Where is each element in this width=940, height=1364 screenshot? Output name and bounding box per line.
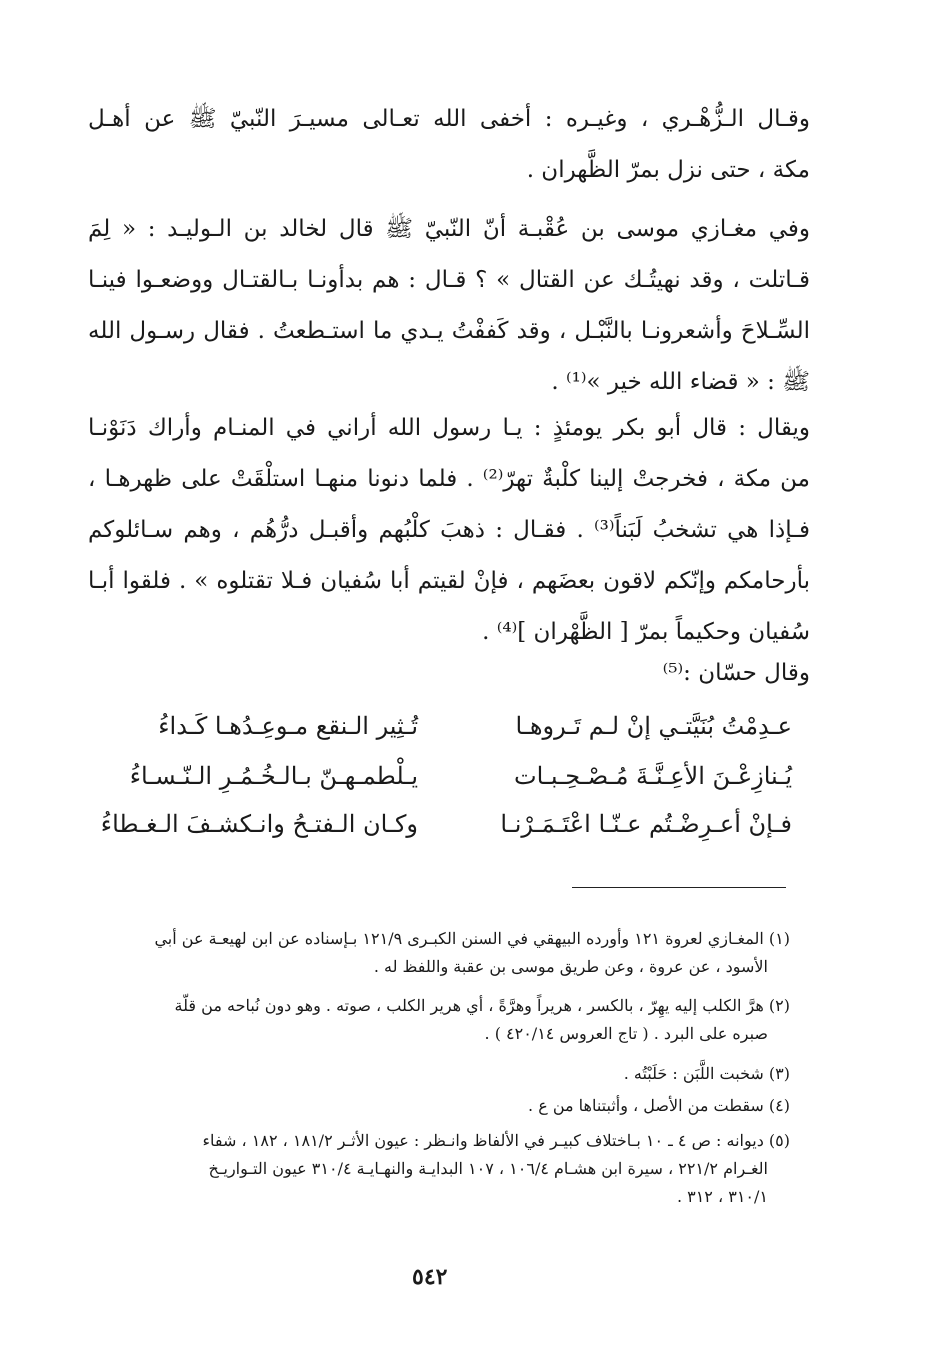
verse-second-hemistich: تُـثِير الـنقع مـوعِـدُهـا كَـداءُ <box>158 712 418 740</box>
footnote-separator <box>572 887 786 888</box>
text-line: فـإذا هي تشخبُ لَبَناً⁽³⁾ . فقـال : ذهبَ كلْبُهم وأقبـل درُّهُم ، وهم سـائلوكم <box>88 517 810 543</box>
text-line: وقال حسّان :⁽⁵⁾ <box>662 660 810 686</box>
footnote-2 <box>175 992 790 1048</box>
footnote-line: (١) المغـازي لعروة ١٢١ وأورده البيهقي في السنن الكبـرى ١٢١/٩ بـإسناده عن ابن لهيعـة عن أبي <box>154 929 790 948</box>
paragraph-zuhri <box>88 94 810 196</box>
text-line: وقـال الـزُّهْـري ، وغيـره : أخفى الله تعـالى مسيـرَ النّبيّ ﷺ عن أهـل <box>88 106 810 132</box>
footnote-line: (٤) سقطت من الأصل ، وأثبتناها من ع . <box>528 1096 790 1115</box>
text-line: ويقال : قال أبو بكر يومئذٍ : يـا رسول الله أراني في المنـام وأراك دَنَوْنـا <box>88 415 810 441</box>
text-line: مكة ، حتى نزل بمرّ الظَّهران . <box>526 157 810 183</box>
footnote-line: صبره على البرد . ( تاج العروس ٤٢٠/١٤ ) . <box>484 1024 768 1043</box>
footnote-line: ٣١٠/١ ، ٣١٢ . <box>676 1187 768 1206</box>
page-number: ٥٤٢ <box>412 1264 448 1290</box>
footnote-3 <box>624 1060 790 1088</box>
text-line: وفي مغـازي موسى بن عُقْبـة أنّ النّبيّ ﷺ قال لخالد بن الـوليـد : « لِمَ <box>88 216 810 242</box>
verse-second-hemistich: يـلْطمـهـنّ بـالـخُـمُـرِ الـنّـسـاءُ <box>129 762 418 790</box>
paragraph-abu-bakr <box>88 403 810 658</box>
verse-first-hemistich: فـإنْ أعـرِضْـتُم عـنّـا اعْتَـمَـرْنـا <box>500 810 792 838</box>
footnote-1 <box>154 925 790 981</box>
footnote-line: (٣) شخبت اللَّبَن : حَلَبْتُه . <box>623 1064 790 1083</box>
footnote-line: الأسود ، عن عروة ، وعن طريق موسى بن عقبة واللفظ له . <box>373 957 768 976</box>
verse-first-hemistich: عـدِمْتُ بُنَيَّتـي إنْ لـم تَـروهـا <box>515 712 792 740</box>
footnote-line: الغـرام ٢٢١/٢ ، سيرة ابن هشـام ١٠٦/٤ ، ١٠٧ البدايـة والنهـايـة ٣١٠/٤ عيون التـواريـخ <box>208 1159 768 1178</box>
text-line: ﷺ : « قضاء الله خير »⁽¹⁾ . <box>551 369 810 395</box>
text-line: السِّـلاحَ وأشعرونـا بالنَّبْـل ، وقد كَففْتُ يـدي ما استـطعتُ . فقال رسـول الله <box>88 318 810 344</box>
text-line: من مكة ، فخرجتْ إلينا كلْبةٌ تهرّ⁽²⁾ . فلما دنونا منهـا استلْقَتْ على ظهرهـا ، <box>88 466 810 492</box>
text-line: بأرحامكم وإنّكم لاقون بعضَهم ، فإنْ لقيتم أبا سُفيان فـلا تقتلوه » . فلقوا أبـا <box>88 568 810 594</box>
footnote-5 <box>203 1127 790 1211</box>
text-line: قـاتلت ، وقد نهيتُـك عن القتال » ؟ قـال : هم بدأونـا بـالقتـال ووضعـوا فينـا <box>88 267 810 293</box>
verse-second-hemistich: وكـان الـفتـحُ وانـكشـفَ الـغـطاءُ <box>100 810 418 838</box>
paragraph-hassan-intro <box>88 648 810 699</box>
footnote-line: (٥) ديوانه : ص ٤ ـ ١٠ بـاختلاف كبيـر في الألفاظ وانـظر : عيون الأثـر ١٨١/٢ ، ١٨٢ ، شفاء <box>202 1131 790 1150</box>
footnote-4 <box>528 1092 790 1120</box>
verse-first-hemistich: يُـنازِعْـنَ الأعِـنَّـةَ مُـصْـحِـبـات <box>513 762 792 790</box>
paragraph-musa-ibn-uqba <box>88 204 810 408</box>
text-line: سُفيان وحكيماً بمرّ [ الظَّهْران ]⁽⁴⁾ . <box>482 619 810 645</box>
footnote-line: (٢) هرَّ الكلب إليه يهِرّ ، بالكسر ، هريراً وهرَّةً ، أي هرير الكلب ، صوته . وهو دون نُباحه من قلّة <box>174 996 790 1015</box>
